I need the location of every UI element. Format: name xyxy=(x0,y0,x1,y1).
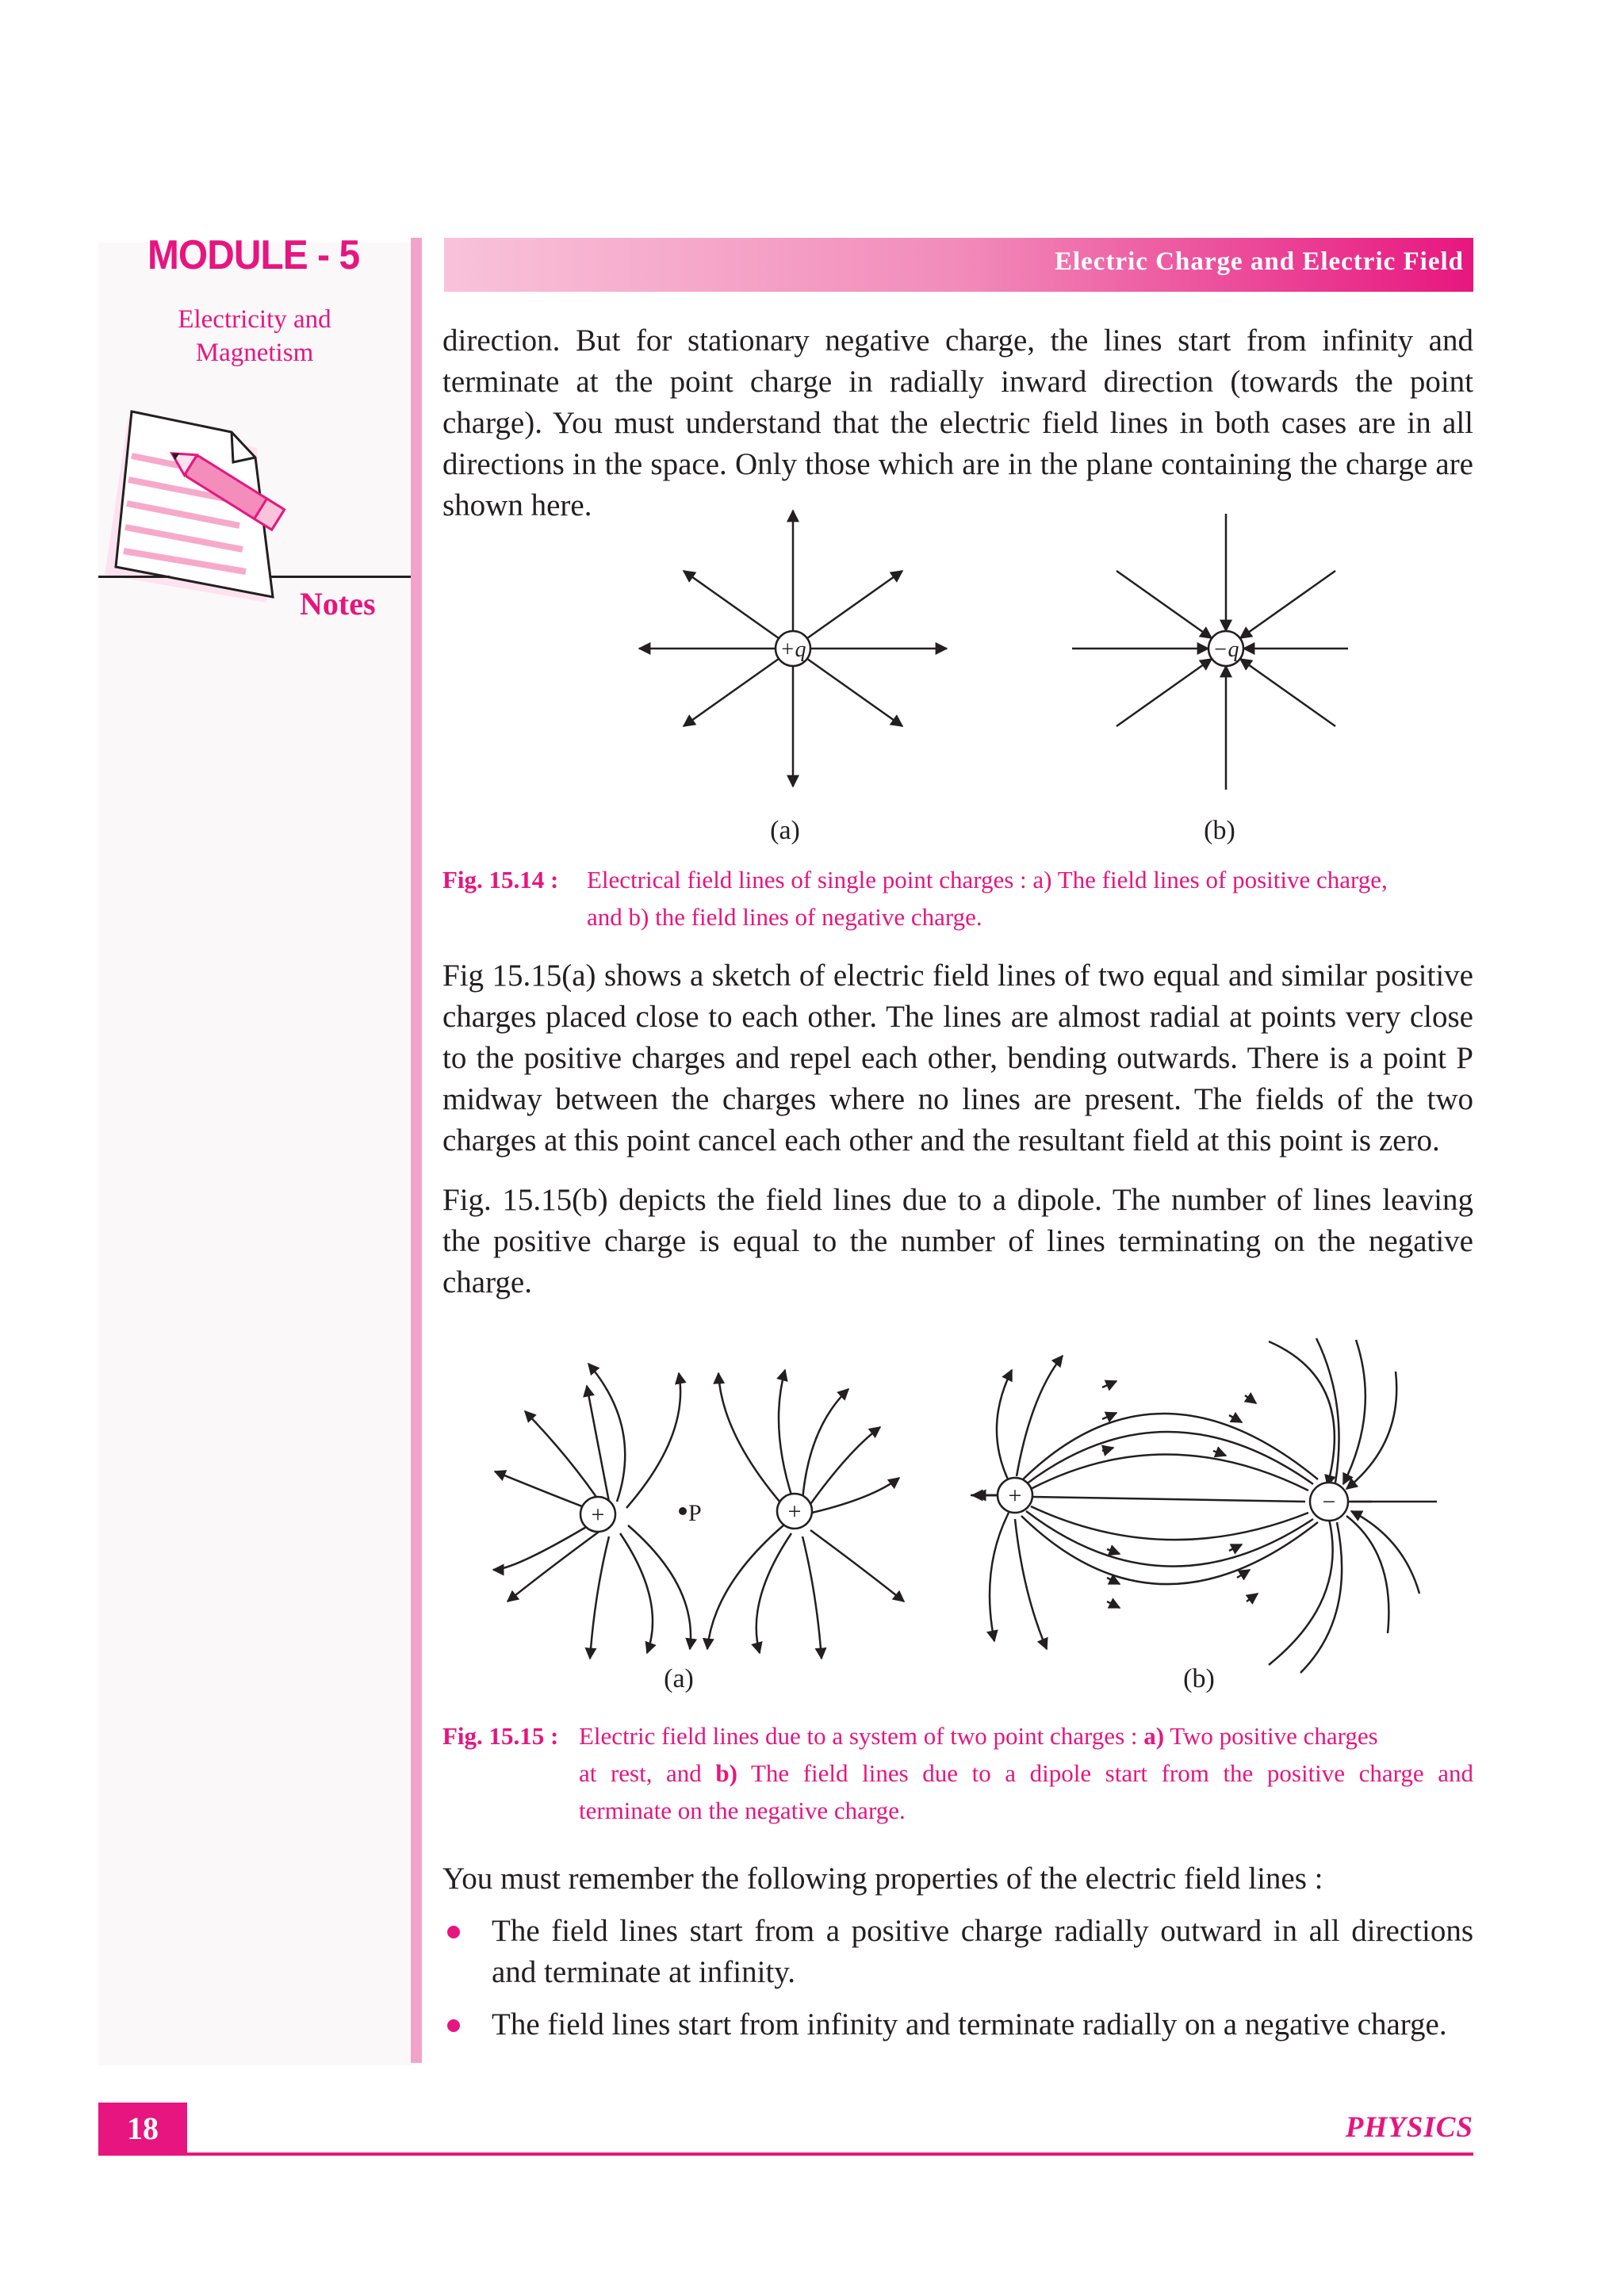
right-positive-charge-sign: + xyxy=(787,1498,802,1525)
module-subtitle-line1: Electricity and xyxy=(178,305,331,334)
fig14-sublabel-b: (b) xyxy=(1204,816,1235,845)
positive-charge-label: +q xyxy=(779,637,806,662)
fig15-sublabel-b: (b) xyxy=(1183,1664,1215,1693)
point-p-label: P xyxy=(688,1500,702,1526)
vertical-accent-bar xyxy=(411,238,422,2063)
figure-15-14-caption xyxy=(442,861,1473,936)
bullet-dot-icon xyxy=(447,2019,460,2032)
fig15-caption-line2-text2: The field lines due to a dipole start from the positive charge and xyxy=(737,1759,1474,1787)
module-title: MODULE - 5 xyxy=(147,232,360,278)
dipole-negative-sign: − xyxy=(1322,1489,1336,1515)
fig15-caption-line3: terminate on the negative charge. xyxy=(579,1797,906,1824)
footer-subject: PHYSICS xyxy=(1345,2111,1473,2144)
fig14-sublabel-a: (a) xyxy=(770,816,800,845)
paragraph-3: Fig. 15.15(b) depicts the field lines due to a dipole. The number of lines leaving the positive charge is equal to the number of lines terminating on the negative charge. xyxy=(442,1183,1473,1299)
paragraph-1: direction. But for stationary negative charge, the lines start from infinity and terminate at the point charge in radially inward direction (towards the point charge). You must understand that the electric field lines in both cases are in all directions in the space. Only those which are in the plane containing the charge are shown here. xyxy=(442,323,1473,522)
fig15-caption-label: Fig. 15.15 : xyxy=(442,1722,559,1750)
paragraph-2: Fig 15.15(a) shows a sketch of electric field lines of two equal and similar positive charges placed close to each other. The lines are almost radial at points very close to the positive charges and repel each other, bending outwards. There is a point P midway between the charges where no lines are present. The fields of the two charges at this point cancel each other and the resultant field at this point is zero. xyxy=(442,959,1473,1158)
notes-label: Notes xyxy=(300,586,376,622)
paragraph-4: You must remember the following properties of the electric field lines : xyxy=(442,1862,1323,1896)
fig15-caption-bold-a: a) xyxy=(1143,1722,1165,1750)
point-p-dot xyxy=(679,1507,687,1515)
notes-rule-left xyxy=(98,576,170,578)
chapter-title: Electric Charge and Electric Field xyxy=(1054,247,1464,276)
fig15-caption-text1: Electric field lines due to a system of two point charges : xyxy=(579,1722,1144,1750)
fig14-caption-label: Fig. 15.14 : xyxy=(442,866,559,894)
fig15-caption-bold-b: b) xyxy=(715,1759,737,1787)
notes-rule-right xyxy=(270,576,411,578)
figure-15-15-caption xyxy=(442,1717,1473,1829)
fig15-caption-line2-text1: at rest, and xyxy=(579,1759,716,1787)
module-subtitle-line2: Magnetism xyxy=(195,339,314,367)
bullet-dot-icon xyxy=(447,1926,460,1938)
fig15-caption-text2: Two positive charges xyxy=(1164,1722,1378,1750)
fig15-sublabel-a: (a) xyxy=(664,1664,694,1693)
page-number: 18 xyxy=(98,2103,187,2154)
module-subtitle xyxy=(147,303,362,369)
chapter-header xyxy=(444,238,1473,292)
bullet-text-1: The field lines start from a positive charge radially outward in all directions and terminate at infinity. xyxy=(492,1914,1473,1989)
bullet-item-1 xyxy=(442,1911,1473,1993)
dipole-positive-sign: + xyxy=(1008,1483,1022,1509)
left-positive-charge-sign: + xyxy=(591,1502,605,1528)
figure-15-14 xyxy=(634,499,1380,856)
dipole-field-lines xyxy=(971,1338,1437,1673)
figure-15-15 xyxy=(476,1332,1459,1705)
fig14-caption-line1: Electrical field lines of single point charges : a) The field lines of positive charge, xyxy=(587,866,1388,894)
footer-rule xyxy=(98,2152,1473,2156)
bullet-text-2: The field lines start from infinity and terminate radially on a negative charge. xyxy=(492,2007,1447,2042)
negative-charge-label: −q xyxy=(1212,637,1239,662)
bullet-item-2 xyxy=(442,2004,1473,2045)
fig14-caption-line2: and b) the field lines of negative charge. xyxy=(587,903,982,931)
